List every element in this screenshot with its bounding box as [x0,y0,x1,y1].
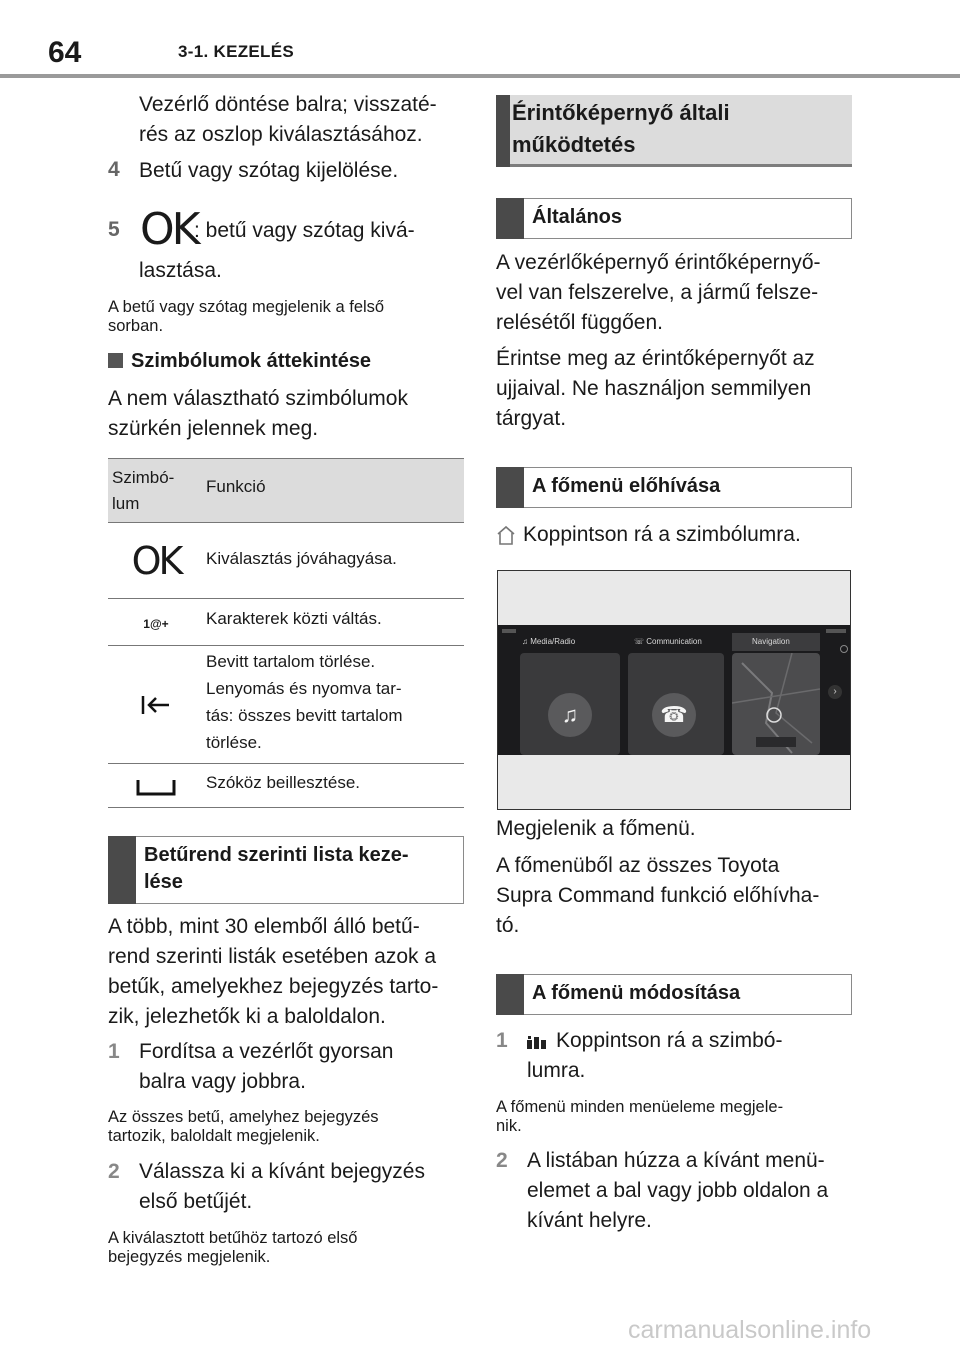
step-2-text [139,1157,425,1217]
table-row [108,523,464,599]
space-icon [108,774,204,800]
screen-display [498,625,851,755]
section-general-title: Általános [532,206,623,228]
col-symbol-header-line-2: lum [112,494,140,513]
step-4-text: Betű vagy szótag kijelölése. [139,159,399,182]
mod-step-1-line-1: Koppintson rá a szimbó- [556,1029,783,1052]
section-tab [108,836,136,904]
section-alphabetical-title-line-1: Betűrend szerinti lista keze- [144,844,409,866]
delete-icon [108,692,204,718]
ok-icon: OK [140,204,198,255]
note-1-line-1: A betű vagy szótag megjelenik a felső [108,298,385,316]
section-touchscreen-title-line-2: működtetés [512,132,636,157]
navigation-map-icon [732,653,820,755]
tile-navigation [732,653,820,755]
note-3 [108,1229,357,1267]
mod-step-2-number: 2 [496,1149,508,1172]
row-function-line: Bevitt tartalom törlése. [206,652,376,671]
note-3-line: A kiválasztott betűhöz tartozó első [108,1229,358,1247]
step-2-line: Válassza ki a kívánt bejegyzés [139,1160,425,1183]
after-screen-text-2 [496,851,819,941]
mod-note-line: nik. [496,1117,522,1135]
header-divider [0,74,960,78]
alpha-paragraph-line: rend szerinti listák esetében azok a [108,945,437,968]
note-2 [108,1108,379,1146]
after-screen-text-1: Megjelenik a főmenü. [496,817,696,840]
tile-label-media: Media/Radio [530,637,576,646]
general-paragraph-line: tárgyat. [496,407,567,430]
symbols-heading [108,350,371,373]
music-icon: ♫ [548,693,592,737]
step-5-text-a: : betű vagy szótag kivá- [194,219,415,242]
step-4-number: 4 [108,158,120,181]
general-paragraph-line: vel van felszerelve, a jármű felsze- [496,281,819,304]
step-5-text-b: lasztása. [139,259,222,282]
section-alphabetical-list [108,836,464,904]
general-paragraph-2 [496,344,815,434]
after-screen-line: Supra Command funkció előhívha- [496,884,820,907]
square-bullet-icon [108,353,123,368]
section-alphabetical-title [144,842,409,896]
alpha-paragraph [108,912,438,1032]
settings-icon [840,645,848,653]
section-modify-main-menu [496,974,852,1015]
table-row [108,764,464,808]
mod-note [496,1098,783,1136]
tile-header-communication: ☏ Communication [634,637,702,646]
section-modify-main-menu-title: A főmenü módosítása [532,982,741,1004]
tile-label-communication: Communication [646,637,702,646]
note-2-line: tartozik, baloldalt megjelenik. [108,1127,320,1145]
page-number: 64 [48,36,82,69]
mod-step-2-line: elemet a bal vagy jobb oldalon a [527,1179,829,1202]
symbols-heading-text: Szimbólumok áttekintése [131,350,372,372]
symbols-intro-2: szürkén jelennek meg. [108,417,319,440]
step-1-text [139,1037,393,1097]
col-symbol-header [112,465,174,517]
chevron-right-icon: › [828,685,842,699]
section-call-main-menu-title: A főmenü előhívása [532,475,721,497]
chapter-title: 3-1. KEZELÉS [178,42,295,61]
after-screen-line: tó. [496,914,520,937]
main-menu-screenshot [497,570,851,810]
note-1-line-2: sorban. [108,317,164,335]
row-function-line: Lenyomás és nyomva tar- [206,679,402,698]
col-symbol-header-line-1: Szimbó- [112,468,175,487]
row-function: Karakterek közti váltás. [206,609,382,628]
alpha-paragraph-line: zik, jelezhetők ki a baloldalon. [108,1005,386,1028]
row-function-line: tás: összes bevitt tartalom [206,706,403,725]
section-call-main-menu [496,467,852,508]
edit-menu-icon [526,1034,548,1055]
tile-header-media: ♫ Media/Radio [522,637,576,646]
tile-communication [628,653,724,755]
table-row [108,599,464,646]
col-function-header: Funkció [206,477,266,496]
alpha-paragraph-line: betűk, amelyekhez bejegyzés tarto- [108,975,439,998]
section-tab [496,974,524,1015]
mod-note-line: A főmenü minden menüeleme megjele- [496,1098,784,1116]
after-screen-line: A főmenüből az összes Toyota [496,854,780,877]
symbols-intro-1: A nem választható szimbólumok [108,387,408,410]
section-tab [496,95,510,167]
tile-media [520,653,620,755]
section-tab [496,198,524,239]
mod-step-1-line-2: lumra. [527,1059,586,1082]
step-1-line: Fordítsa a vezérlőt gyorsan [139,1040,394,1063]
mod-step-2-text [527,1146,828,1236]
general-paragraph-1 [496,248,821,338]
mod-step-2-line: kívánt helyre. [527,1209,652,1232]
section-general [496,198,852,239]
watermark: carmanualsonline.info [628,1316,872,1344]
general-paragraph-line: A vezérlőképernyő érintőképernyő- [496,251,821,274]
status-bar-icon [502,629,516,633]
section-touchscreen-title-line-1: Érintőképernyő általi [512,100,730,125]
note-3-line: bejegyzés megjelenik. [108,1248,271,1266]
intro-line-1: Vezérlő döntése balra; visszaté- [139,93,437,116]
row-function: Szóköz beillesztése. [206,773,361,792]
step-1-line: balra vagy jobbra. [139,1070,306,1093]
char-switch-icon: 1@+ [143,617,169,631]
tap-instruction: Koppintson rá a szimbólumra. [523,523,801,546]
table-row [108,646,464,764]
step-5-number: 5 [108,218,120,241]
row-function: Kiválasztás jóváhagyása. [206,549,397,568]
status-bar-clock [826,629,846,633]
home-icon [496,524,516,551]
mod-step-1-number: 1 [496,1029,508,1052]
tile-header-navigation: Navigation [752,637,790,646]
step-2-line: első betűjét. [139,1190,253,1213]
section-alphabetical-title-line-2: lése [144,871,183,893]
step-1-number: 1 [108,1040,120,1063]
section-tab [496,467,524,508]
row-function-line: törlése. [206,733,262,752]
note-2-line: Az összes betű, amelyhez bejegyzés [108,1108,379,1126]
symbol-table-header [108,458,464,523]
intro-line-2: rés az oszlop kiválasztásához. [139,123,423,146]
section-touchscreen [496,95,852,167]
row-function [206,648,403,756]
phone-icon: ☎ [652,693,696,737]
step-2-number: 2 [108,1160,120,1183]
general-paragraph-line: relésétől függően. [496,311,663,334]
alpha-paragraph-line: A több, mint 30 elemből álló betű- [108,915,420,938]
ok-icon: OK [131,539,181,583]
section-touchscreen-title [512,97,730,161]
mod-step-2-line: A listában húzza a kívánt menü- [527,1149,825,1172]
general-paragraph-line: Érintse meg az érintőképernyőt az [496,347,815,370]
general-paragraph-line: ujjaival. Ne használjon semmilyen [496,377,812,400]
